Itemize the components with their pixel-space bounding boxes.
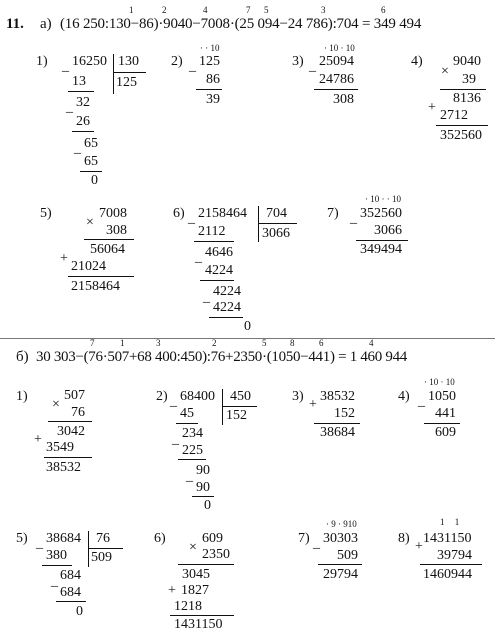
rule (420, 564, 482, 565)
minuend: 1050 (428, 389, 456, 404)
minuend: 125 (199, 54, 220, 69)
minus-sign: _ (309, 59, 316, 74)
rule (178, 459, 206, 460)
addend-1: 1431150 (423, 531, 472, 546)
addend-2: 39794 (437, 548, 472, 563)
step-label: 7) (298, 531, 310, 546)
carry-marks: 1 1 (440, 517, 460, 527)
minuend: 352560 (360, 206, 402, 221)
minus-sign: _ (189, 59, 196, 74)
rule (72, 131, 94, 132)
problem-number: 11. (6, 16, 24, 32)
division-bar (88, 531, 89, 567)
step-label: 4) (398, 389, 410, 404)
step-label: 5) (16, 531, 28, 546)
rule (318, 564, 362, 565)
step-label: 1) (36, 54, 48, 69)
rule (48, 421, 92, 422)
result: 349494 (360, 242, 402, 257)
divisor-line (259, 223, 297, 224)
quotient: 3066 (262, 226, 290, 241)
factor-2: 76 (71, 405, 85, 420)
minus-sign: _ (36, 536, 43, 551)
order-mark: 1 (129, 5, 134, 15)
minuend: 25094 (319, 54, 354, 69)
rule (200, 280, 234, 281)
rule (44, 457, 92, 458)
section-divider (0, 338, 495, 339)
minuend: 30303 (323, 531, 358, 546)
addend-2: 152 (334, 406, 355, 421)
division-row: 684 (60, 568, 81, 583)
minus-sign: _ (203, 290, 210, 305)
rule (56, 601, 86, 602)
division-row: 45 (180, 406, 194, 421)
partial-product: 1827 (181, 583, 209, 598)
order-mark: 3 (156, 338, 161, 348)
result: 609 (435, 425, 456, 440)
order-mark: 5 (262, 338, 267, 348)
division-row: 90 (196, 463, 210, 478)
division-row: 32 (76, 95, 90, 110)
carry-marks: · 9 · 910 (326, 519, 357, 529)
quotient: 509 (91, 550, 112, 565)
rule (196, 89, 222, 90)
order-mark: 7 (90, 338, 95, 348)
minus-sign: _ (418, 394, 425, 409)
carry-marks: · 10 · 10 (424, 377, 455, 387)
division-row: 0 (91, 173, 98, 188)
rule (209, 317, 243, 318)
order-mark: 4 (369, 338, 374, 348)
quotient: 125 (116, 75, 137, 90)
minus-sign: _ (66, 100, 73, 115)
minus-sign: _ (350, 211, 357, 226)
factor-2: 39 (462, 72, 476, 87)
partial-product: 3549 (46, 440, 74, 455)
carry-marks: · 10 · 10 (324, 43, 355, 53)
order-mark: 6 (381, 5, 386, 15)
minus-sign: _ (51, 574, 58, 589)
partial-product: 8136 (453, 91, 481, 106)
subtrahend: 441 (435, 406, 456, 421)
plus-sign: + (60, 251, 68, 266)
factor-2: 2350 (202, 547, 230, 562)
dividend: 2158464 (198, 206, 247, 221)
subtrahend: 3066 (374, 223, 402, 238)
rule (436, 125, 488, 126)
division-row: 234 (182, 426, 203, 441)
minus-sign: _ (170, 394, 177, 409)
division-row: 225 (182, 443, 203, 458)
part-b-expression: 30 303−(76·507+68 400:450):76+2350·(1050−441) = 1 460 944 (36, 349, 408, 365)
rule (192, 496, 214, 497)
minus-sign: _ (172, 432, 179, 447)
divisor: 130 (118, 54, 139, 69)
addend-1: 38532 (320, 389, 355, 404)
minus-sign: _ (186, 469, 193, 484)
minus-sign: _ (62, 59, 69, 74)
division-row: 26 (76, 114, 90, 129)
step-label: 8) (398, 531, 410, 546)
subtrahend: 24786 (319, 72, 354, 87)
step-label: 3) (292, 54, 304, 69)
rule (84, 239, 134, 240)
rule (440, 89, 486, 90)
division-row: 65 (84, 154, 98, 169)
times-sign: × (189, 540, 197, 555)
factor-1: 7008 (99, 206, 127, 221)
carry-marks: · · 10 (200, 43, 220, 53)
order-mark: 6 (319, 338, 324, 348)
step-label: 6) (173, 206, 185, 221)
product: 2158464 (71, 279, 120, 294)
step-label: 7) (327, 206, 339, 221)
dividend: 38684 (46, 531, 81, 546)
step-label: 2) (156, 389, 168, 404)
order-mark: 7 (246, 5, 251, 15)
divisor: 704 (266, 206, 287, 221)
dividend: 16250 (72, 54, 107, 69)
product: 1431150 (174, 617, 223, 632)
partial-product: 2712 (440, 108, 468, 123)
result: 39 (206, 92, 220, 107)
division-bar (222, 389, 223, 425)
factor-1: 609 (202, 531, 223, 546)
divisor-line (223, 406, 257, 407)
rule (68, 91, 94, 92)
division-row: 0 (204, 498, 211, 513)
division-row: 0 (244, 319, 251, 334)
carry-marks: · 10 · · 10 (365, 194, 401, 204)
partial-product: 56064 (90, 242, 125, 257)
rule (194, 241, 234, 242)
rule (314, 89, 358, 90)
part-a-expression: (16 250:130−86)·9040−7008·(25 094−24 786):704 = 349 494 (60, 16, 422, 32)
result: 308 (333, 92, 354, 107)
sum: 38684 (320, 425, 355, 440)
division-row: 4224 (205, 263, 233, 278)
division-row: 380 (46, 548, 67, 563)
division-row: 90 (196, 480, 210, 495)
plus-sign: + (34, 432, 42, 447)
divisor-line (114, 72, 146, 73)
quotient: 152 (226, 408, 247, 423)
division-row: 65 (84, 136, 98, 151)
rule (356, 240, 408, 241)
division-bar (258, 206, 259, 242)
division-row: 2112 (198, 224, 226, 239)
factor-2: 308 (106, 223, 127, 238)
order-mark: 8 (290, 338, 295, 348)
plus-sign: + (309, 397, 317, 412)
dividend: 68400 (180, 389, 215, 404)
division-row: 684 (60, 585, 81, 600)
rule (68, 276, 134, 277)
partial-product: 3042 (57, 424, 85, 439)
partial-product: 21024 (71, 259, 106, 274)
times-sign: × (86, 215, 94, 230)
step-label: 1) (16, 389, 28, 404)
order-mark: 3 (321, 5, 326, 15)
subtrahend: 86 (206, 72, 220, 87)
division-bar (113, 54, 114, 94)
minus-sign: _ (195, 250, 202, 265)
rule (178, 564, 234, 565)
plus-sign: + (168, 583, 176, 598)
part-b-label: б) (16, 349, 29, 365)
part-a-label: а) (40, 16, 52, 32)
order-mark: 5 (264, 5, 269, 15)
sum: 1460944 (423, 567, 472, 582)
times-sign: × (441, 64, 449, 79)
plus-sign: + (415, 539, 423, 554)
step-label: 4) (411, 54, 423, 69)
minus-sign: _ (188, 211, 195, 226)
order-mark: 2 (162, 5, 167, 15)
division-row: 0 (76, 604, 83, 619)
order-mark: 2 (212, 338, 217, 348)
plus-sign: + (428, 100, 436, 115)
minus-sign: _ (313, 536, 320, 551)
rule (176, 423, 198, 424)
step-label: 5) (40, 206, 52, 221)
factor-1: 507 (64, 388, 85, 403)
order-mark: 4 (203, 5, 208, 15)
divisor: 450 (230, 389, 251, 404)
order-mark: 1 (120, 338, 125, 348)
product: 352560 (440, 128, 482, 143)
factor-1: 9040 (453, 54, 481, 69)
rule (170, 615, 234, 616)
rule (314, 423, 360, 424)
partial-product: 1218 (174, 599, 202, 614)
division-row: 4224 (213, 300, 241, 315)
minus-sign: _ (74, 141, 81, 156)
rule (424, 423, 460, 424)
product: 38532 (46, 460, 81, 475)
step-label: 6) (154, 531, 166, 546)
subtrahend: 509 (337, 548, 358, 563)
division-row: 4646 (205, 245, 233, 260)
rule (80, 171, 102, 172)
rule (42, 565, 72, 566)
step-label: 3) (292, 389, 304, 404)
divisor: 76 (96, 531, 110, 546)
times-sign: × (52, 397, 60, 412)
step-label: 2) (171, 54, 183, 69)
division-row: 4224 (213, 284, 241, 299)
division-row: 13 (72, 74, 86, 89)
divisor-line (89, 548, 123, 549)
partial-product: 3045 (182, 567, 210, 582)
result: 29794 (323, 567, 358, 582)
